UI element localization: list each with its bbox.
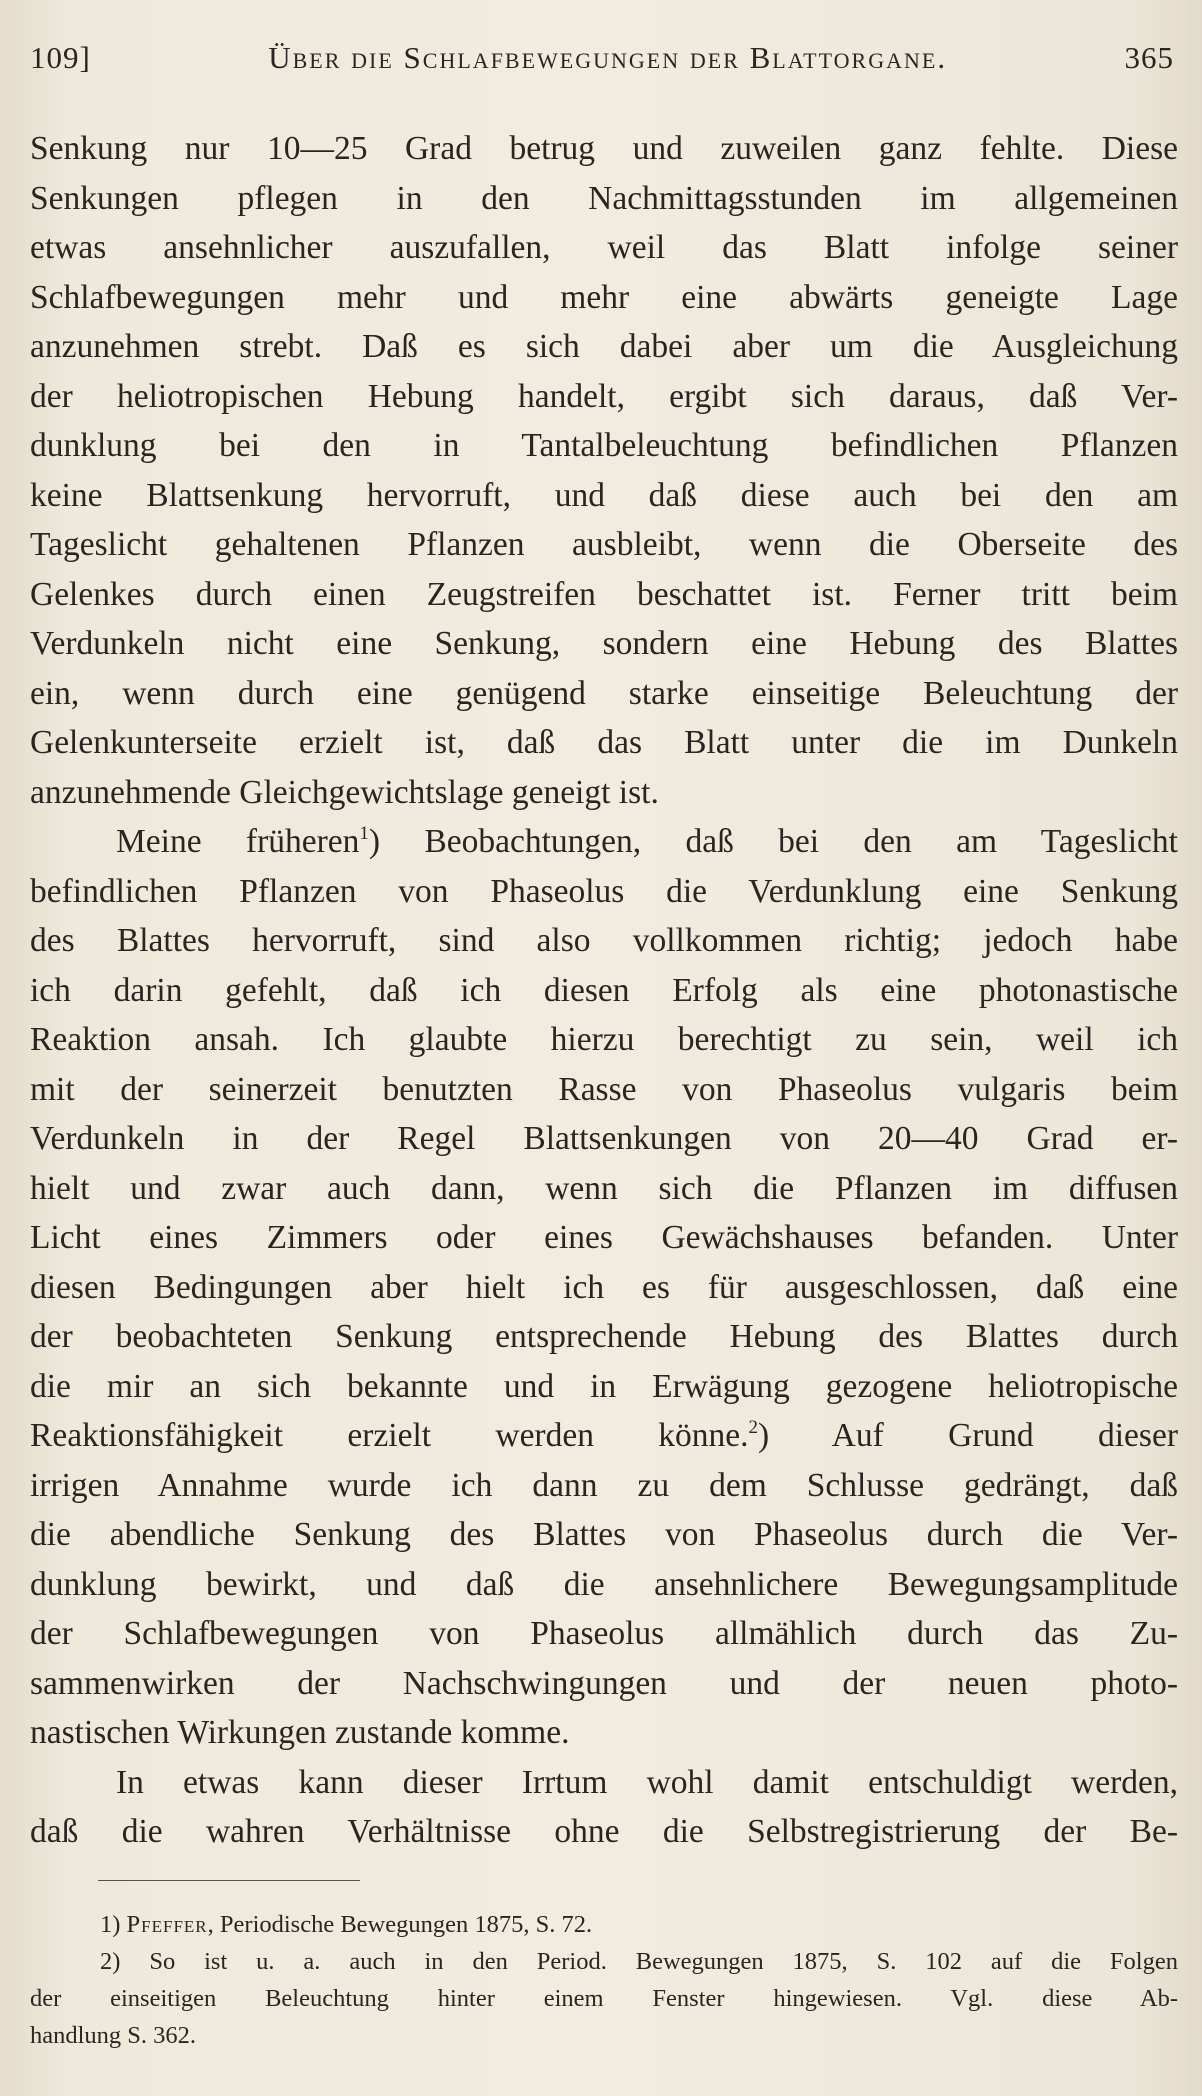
text-line: ich darin gefehlt, daß ich diesen Erfolg als eine photonastische: [30, 971, 1178, 1009]
page-number: 365: [1124, 40, 1174, 75]
text-line: Verdunkeln nicht eine Senkung, sondern eine Hebung des Blattes: [30, 625, 1178, 662]
footnote-1: [30, 1906, 1178, 1943]
text-line: anzunehmende Gleichgewichtslage geneigt ist.: [30, 773, 659, 811]
text-line: Reaktion ansah. Ich glaubte hierzu berechtigt zu sein, weil ich: [30, 1021, 1178, 1058]
text-line: befindlichen Pflanzen von Phaseolus die Verdunklung eine Senkung: [30, 872, 1178, 910]
text-line: daß die wahren Verhältnisse ohne die Selbstregistrierung der Be-: [30, 1813, 1178, 1850]
footnote-text: , Periodische Bewegungen 1875, S. 72.: [207, 1911, 593, 1938]
text-line: hielt und zwar auch dann, wenn sich die Pflanzen im diffusen: [30, 1169, 1178, 1207]
footnote-ref: 2: [748, 1417, 759, 1438]
text-line: Gelenkes durch einen Zeugstreifen beschattet ist. Ferner tritt beim: [30, 575, 1178, 613]
text-line: [30, 817, 1178, 867]
text-line: der Schlafbewegungen von Phaseolus allmählich durch das Zu-: [30, 1615, 1178, 1652]
text-line: etwas ansehnlicher auszufallen, weil das Blatt infolge seiner: [30, 229, 1178, 266]
page-header: [30, 40, 1174, 84]
text-line: dunklung bei den in Tantalbeleuchtung befindlichen Pflanzen: [30, 427, 1178, 464]
text-line: In etwas kann dieser Irrtum wohl damit entschuldigt werden,: [116, 1763, 1178, 1801]
text-line: dunklung bewirkt, und daß die ansehnlichere Bewegungsamplitude: [30, 1565, 1178, 1603]
footnote-divider: [98, 1880, 360, 1881]
text-line: Gelenkunterseite erzielt ist, daß das Blatt unter die im Dunkeln: [30, 724, 1178, 761]
text-line: sammenwirken der Nachschwingungen und der neuen photo-: [30, 1664, 1178, 1702]
footnote-author: Pfeffer: [126, 1911, 208, 1938]
footnotes: [30, 1906, 1178, 2054]
text-line: die mir an sich bekannte und in Erwägung gezogene heliotropische: [30, 1367, 1178, 1405]
text-line: Schlafbewegungen mehr und mehr eine abwärts geneigte Lage: [30, 278, 1178, 316]
text-line: keine Blattsenkung hervorruft, und daß diese auch bei den am: [30, 476, 1178, 514]
body-text: [30, 124, 1178, 1857]
text-line: anzunehmen strebt. Daß es sich dabei aber um die Ausgleichung: [30, 328, 1178, 365]
text-line: Senkungen pflegen in den Nachmittagsstunden im allgemeinen: [30, 179, 1178, 217]
text-line: der heliotropischen Hebung handelt, ergibt sich daraus, daß Ver-: [30, 377, 1178, 415]
text-line: Licht eines Zimmers oder eines Gewächshauses befanden. Unter: [30, 1219, 1178, 1256]
footnote-2-line: handlung S. 362.: [30, 2022, 197, 2049]
line-segment: Reaktionsfähigkeit erzielt werden könne.: [30, 1417, 749, 1454]
line-segment: Meine früheren: [116, 823, 360, 860]
text-line: diesen Bedingungen aber hielt ich es für ausgeschlossen, daß eine: [30, 1268, 1178, 1306]
running-title: Über die Schlafbewegungen der Blattorgane.: [268, 40, 948, 75]
text-line: irrigen Annahme wurde ich dann zu dem Schlusse gedrängt, daß: [30, 1466, 1178, 1504]
text-line: Senkung nur 10—25 Grad betrug und zuweilen ganz fehlte. Diese: [30, 130, 1178, 167]
text-line: mit der seinerzeit benutzten Rasse von Phaseolus vulgaris beim: [30, 1070, 1178, 1108]
text-line: die abendliche Senkung des Blattes von Phaseolus durch die Ver-: [30, 1516, 1178, 1553]
footnote-ref: 1: [359, 823, 369, 844]
footnote-2-line: der einseitigen Beleuchtung hinter einem Fenster hingewiesen. Vgl. diese Ab-: [30, 1985, 1178, 2012]
text-line: Verdunkeln in der Regel Blattsenkungen von 20—40 Grad er-: [30, 1120, 1178, 1157]
text-line: nastischen Wirkungen zustande komme.: [30, 1714, 570, 1751]
line-segment: ) Beobachtungen, daß bei den am Tageslicht: [368, 823, 1178, 860]
footnote-number: 1): [100, 1911, 121, 1938]
text-line: ein, wenn durch eine genügend starke einseitige Beleuchtung der: [30, 674, 1178, 712]
text-line: Tageslicht gehaltenen Pflanzen ausbleibt, wenn die Oberseite des: [30, 526, 1178, 563]
line-segment: ) Auf Grund dieser: [758, 1417, 1178, 1454]
footnote-2-line: 2) So ist u. a. auch in den Period. Bewegungen 1875, S. 102 auf die Folgen: [100, 1948, 1178, 1975]
page-ref: 109]: [30, 40, 91, 75]
text-line: [30, 1411, 1178, 1461]
text-line: der beobachteten Senkung entsprechende Hebung des Blattes durch: [30, 1318, 1178, 1355]
text-line: des Blattes hervorruft, sind also vollkommen richtig; jedoch habe: [30, 922, 1178, 959]
